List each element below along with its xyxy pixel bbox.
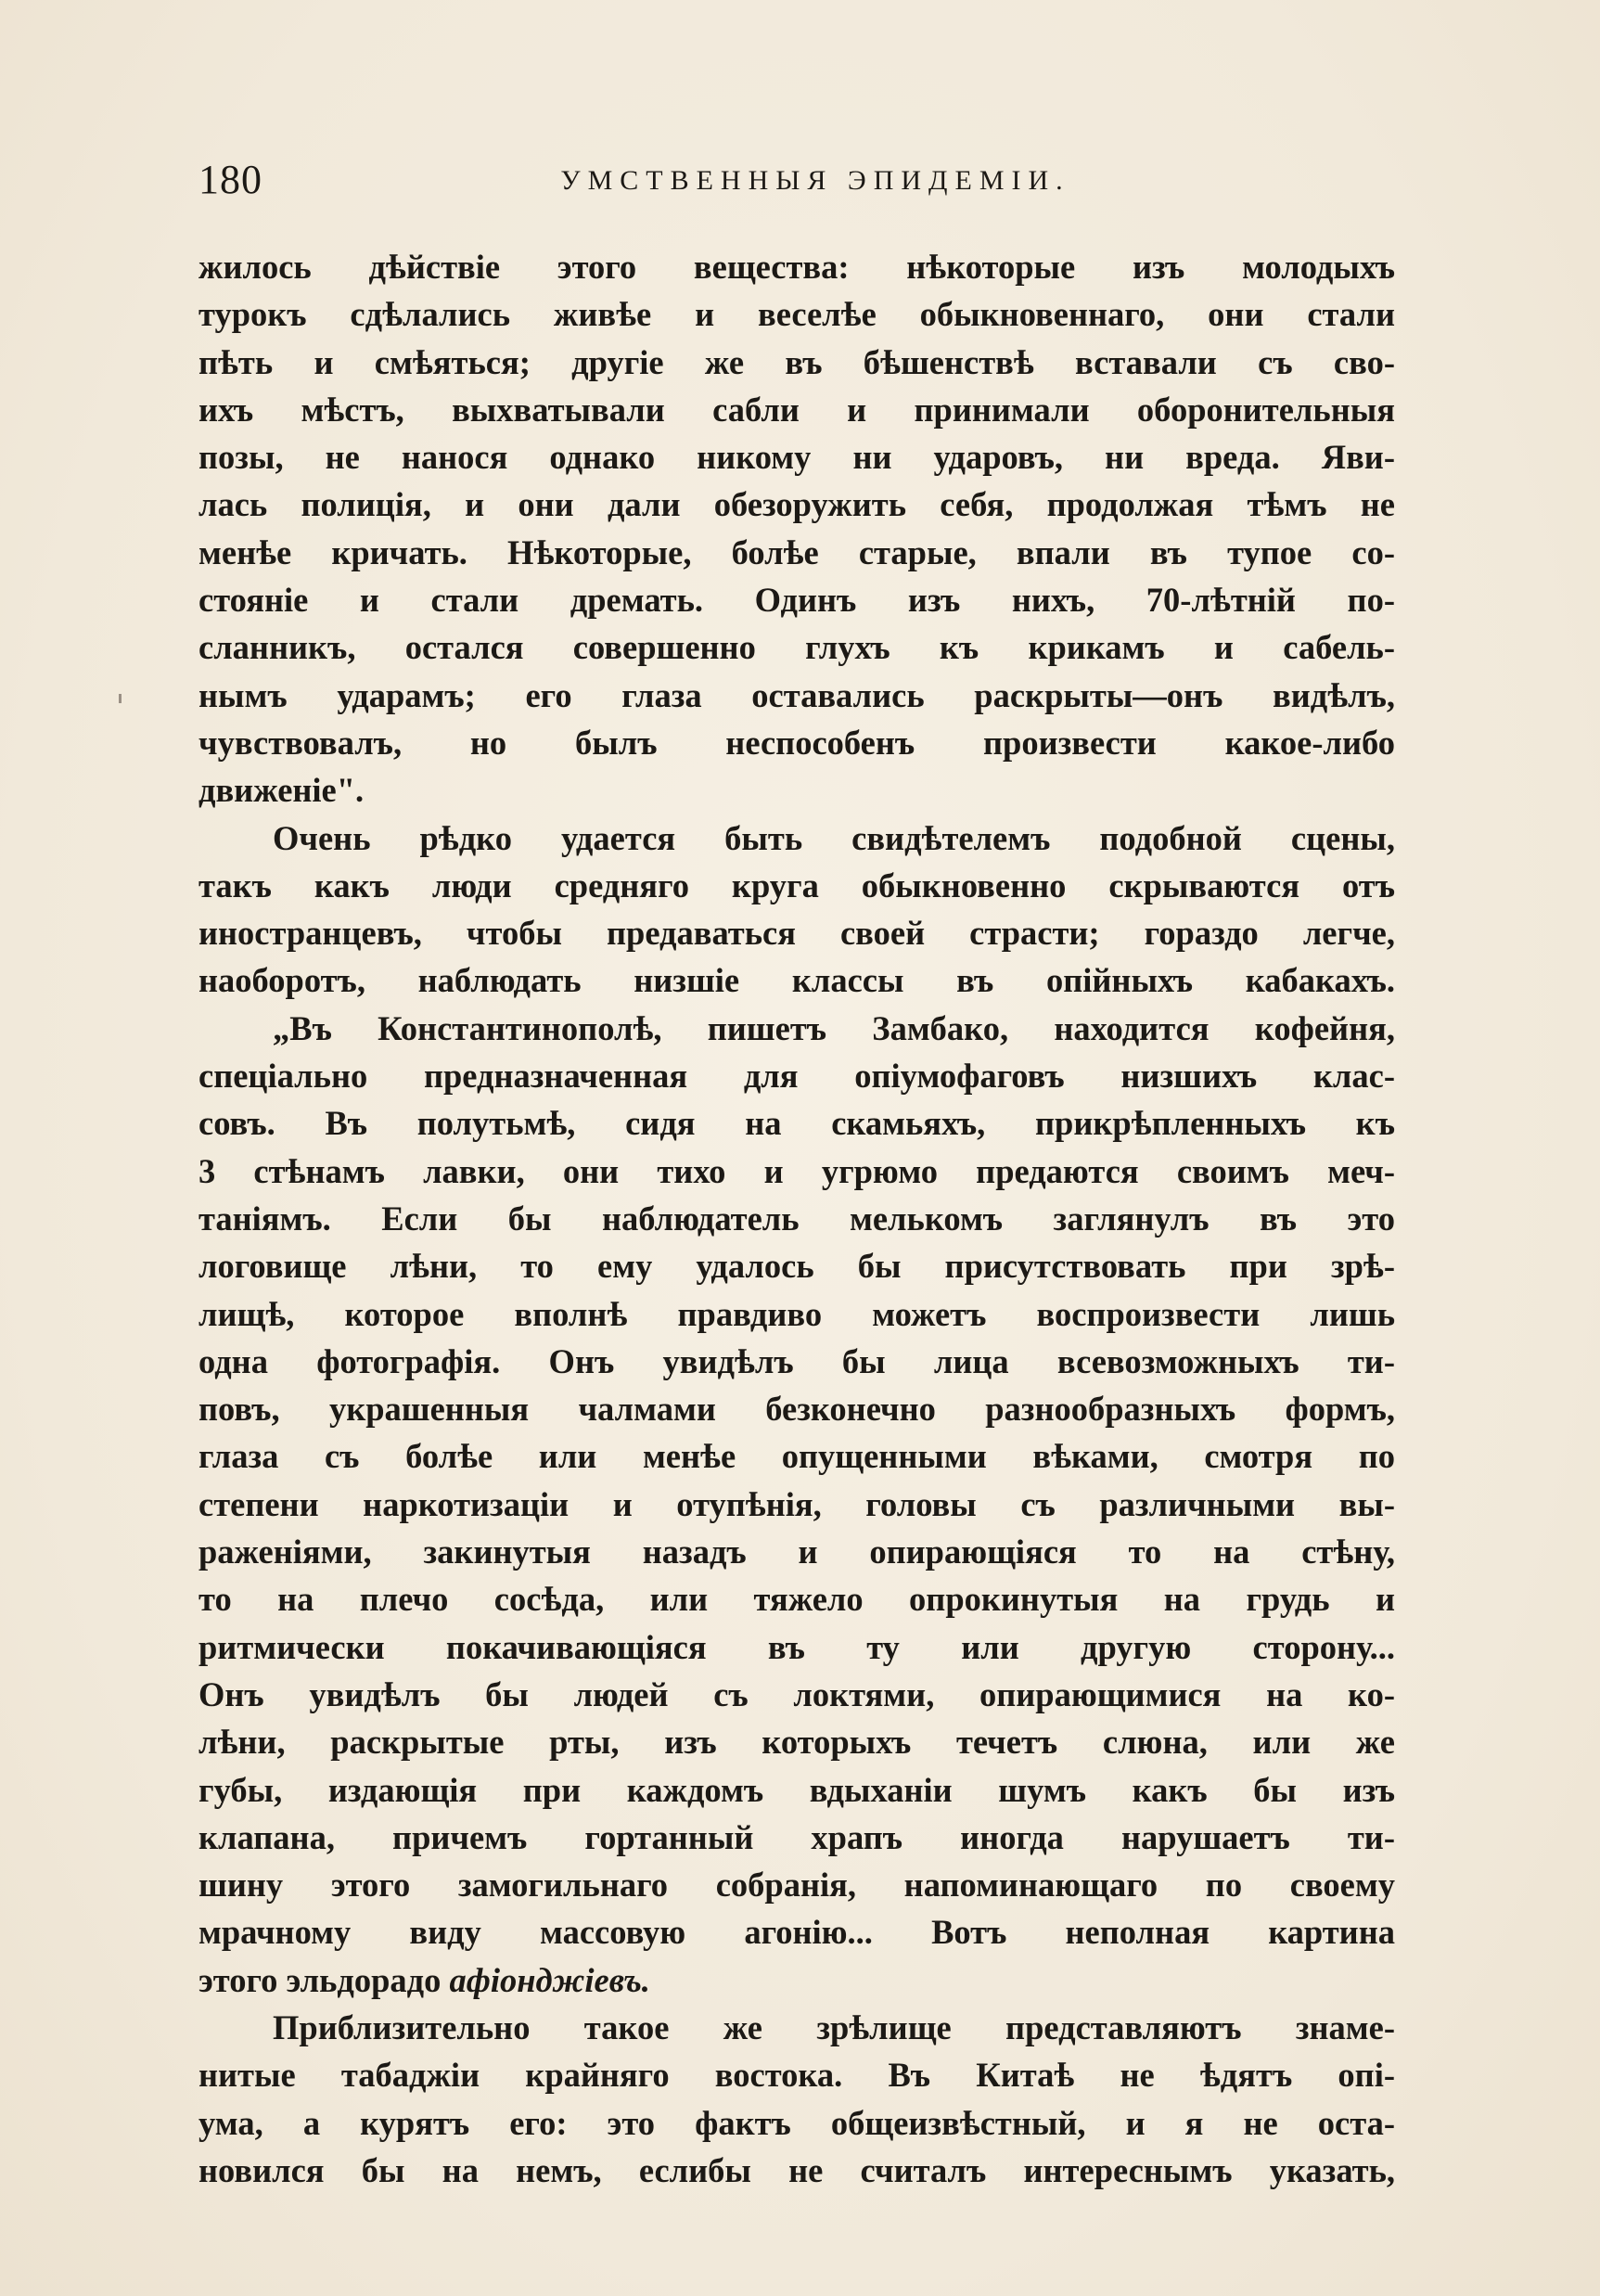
text-line: [198, 1956, 1395, 2004]
paragraph-4: [198, 2004, 1395, 2194]
text-line: менѣе кричать. Нѣкоторые, болѣе старые, впали въ тупое со-: [198, 532, 1395, 571]
text-line: клапана, причемъ гортанный храпъ иногда нарушаетъ ти-: [198, 1817, 1395, 1856]
margin-speck: [119, 694, 122, 703]
text-line: такъ какъ люди средняго круга обыкновенно скрываются отъ: [198, 866, 1395, 904]
text-line: пѣть и смѣяться; другіе же въ бѣшенствѣ вставали съ сво-: [198, 342, 1395, 381]
text-line: шину этого замогильнаго собранія, напоминающаго по своему: [198, 1866, 1395, 1905]
text-line: спеціально предназначенная для опіумофаговъ низшихъ клас-: [198, 1057, 1395, 1096]
text-line: позы, не нанося однако никому ни ударовъ, ни вреда. Яви-: [198, 438, 1395, 477]
page-header: [198, 152, 1395, 208]
text-line: логовище лѣни, то ему удалось бы присутствовать при зрѣ-: [198, 1247, 1395, 1286]
text-line: наоборотъ, наблюдать низшіе классы въ опійныхъ кабакахъ.: [198, 961, 1395, 1000]
text-line: лась полиція, и они дали обезоружить себя, продолжая тѣмъ не: [198, 485, 1395, 524]
text-line: иностранцевъ, чтобы предаваться своей страсти; гораздо легче,: [198, 914, 1395, 953]
text-line: ихъ мѣстъ, выхватывали сабли и принимали оборонительныя: [198, 390, 1395, 429]
text-line: таніямъ. Если бы наблюдатель мелькомъ заглянулъ въ это: [198, 1199, 1395, 1238]
text-line: Онъ увидѣлъ бы людей съ локтями, опирающимися на ко-: [198, 1674, 1395, 1713]
text-line: Очень рѣдко удается быть свидѣтелемъ подобной сцены,: [273, 818, 1395, 857]
running-title: УМСТВЕННЫЯ ЭПИДЕМIИ.: [560, 165, 1070, 196]
italic-term: афіонджіевъ.: [449, 1960, 650, 1999]
paragraph-2: [198, 815, 1395, 1005]
text-line: движеніе".: [198, 771, 365, 810]
text-line: сланникъ, остался совершенно глухъ къ крикамъ и сабель-: [198, 628, 1395, 667]
text-line: ума, а курятъ его: это фактъ общеизвѣстный, и я не оста-: [198, 2103, 1395, 2142]
text-line: турокъ сдѣлались живѣе и веселѣе обыкновеннаго, они стали: [198, 295, 1395, 334]
text-line: ритмически покачивающіяся въ ту или другую сторону...: [198, 1627, 1395, 1666]
paragraph-1: [198, 243, 1395, 815]
text-line: „Въ Константинополѣ, пишетъ Замбако, находится кофейня,: [273, 1008, 1395, 1047]
text-line: чувствовалъ, но былъ неспособенъ произвести какое-либо: [198, 723, 1395, 762]
text-line: одна фотографія. Онъ увидѣлъ бы лица всевозможныхъ ти-: [198, 1341, 1395, 1380]
text-line: раженіями, закинутыя назадъ и опирающіяся то на стѣну,: [198, 1533, 1395, 1571]
text-line: мрачному виду массовую агонію... Вотъ неполная картина: [198, 1913, 1395, 1952]
text-line: стояніе и стали дремать. Одинъ изъ нихъ, 70-лѣтній по-: [198, 581, 1395, 620]
page-number: 180: [198, 157, 262, 202]
text-line-start: этого эльдорадо: [198, 1960, 442, 1999]
text-line: нымъ ударамъ; его глаза оставались раскрыты—онъ видѣлъ,: [198, 675, 1395, 714]
text-line: 3 стѣнамъ лавки, они тихо и угрюмо предаются своимъ меч-: [198, 1151, 1395, 1190]
body-text: [198, 243, 1395, 2194]
text-line: жилось дѣйствіе этого вещества: нѣкоторые изъ молодыхъ: [198, 248, 1395, 286]
text-line: новился бы на немъ, еслибы не считалъ интереснымъ указать,: [198, 2150, 1395, 2189]
text-line: то на плечо сосѣда, или тяжело опрокинутыя на грудь и: [198, 1580, 1395, 1619]
text-line: нитые табаджіи крайняго востока. Въ Китаѣ не ѣдятъ опі-: [198, 2056, 1395, 2095]
text-line: совъ. Въ полутьмѣ, сидя на скамьяхъ, прикрѣпленныхъ къ: [198, 1104, 1395, 1143]
text-line: лѣни, раскрытые рты, изъ которыхъ течетъ слюна, или же: [198, 1723, 1395, 1762]
text-line: лищѣ, которое вполнѣ правдиво можетъ воспроизвести лишь: [198, 1294, 1395, 1333]
text-line: Приблизительно такое же зрѣлище представляютъ знаме-: [273, 2007, 1395, 2046]
text-line: степени наркотизаціи и отупѣнія, головы съ различными вы-: [198, 1484, 1395, 1523]
text-line: глаза съ болѣе или менѣе опущенными вѣками, смотря по: [198, 1437, 1395, 1476]
text-line: повъ, украшенныя чалмами безконечно разнообразныхъ формъ,: [198, 1390, 1395, 1429]
paragraph-3: [198, 1005, 1395, 2004]
text-line: губы, издающія при каждомъ вдыханіи шумъ какъ бы изъ: [198, 1770, 1395, 1809]
